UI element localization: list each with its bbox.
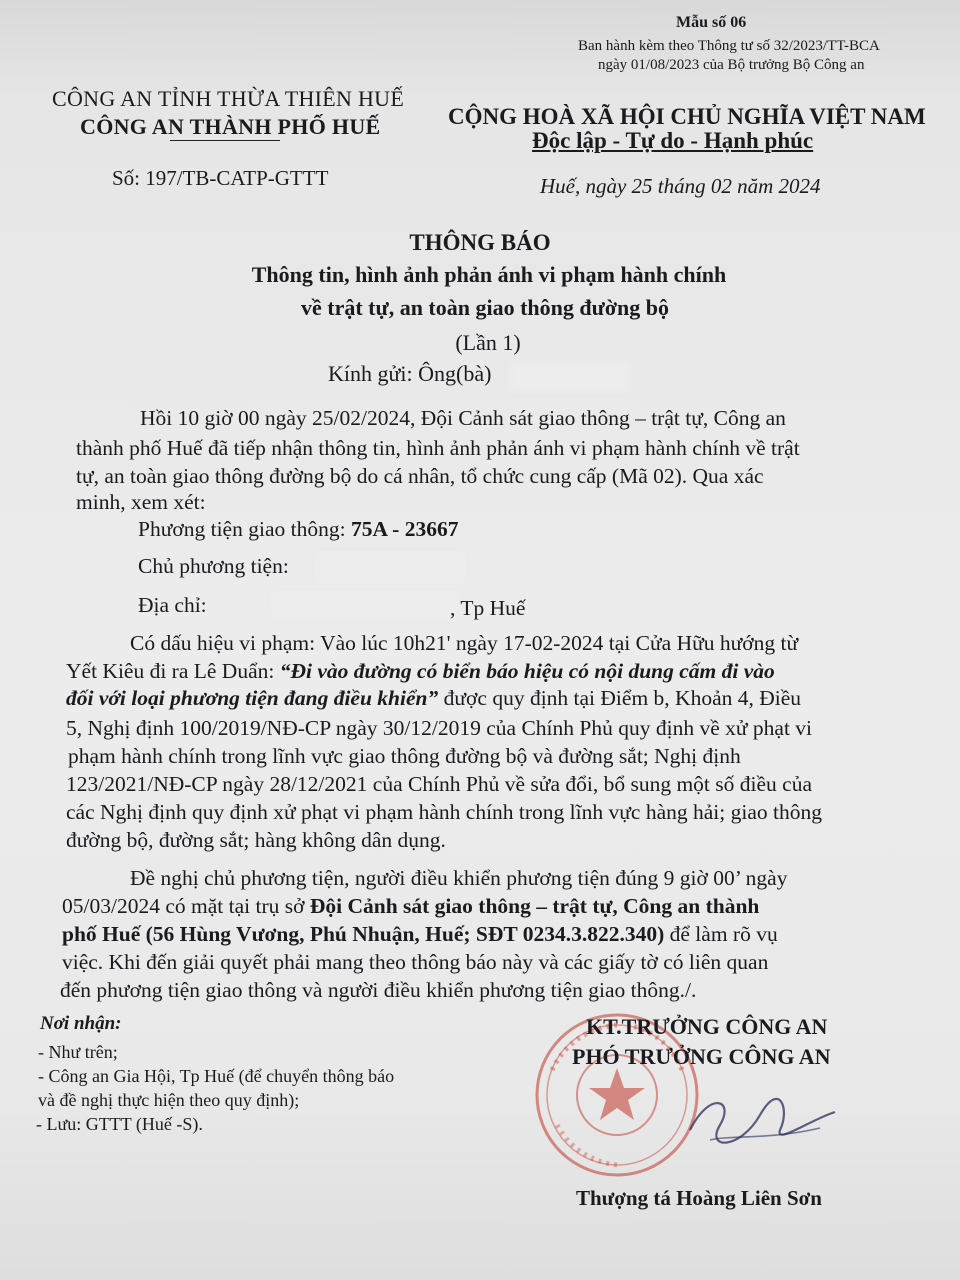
paragraph-3-line-4: việc. Khi đến giải quyết phải mang theo thông báo này và các giấy tờ có liên quan: [62, 950, 769, 974]
paragraph-2-line-2: [66, 659, 775, 684]
paragraph-1-line-2: thành phố Huế đã tiếp nhận thông tin, hình ảnh phản ánh vi phạm hành chính về trật: [76, 436, 800, 460]
redacted-owner: [315, 552, 465, 582]
organization-underline: [170, 140, 280, 141]
office-name: Đội Cảnh sát giao thông – trật tự, Công an thành: [309, 894, 760, 918]
office-address: phố Huế (56 Hùng Vương, Phú Nhuận, Huế; SĐT 0234.3.822.340): [62, 922, 665, 946]
signature-title-line-1: KT.TRƯỞNG CÔNG AN: [586, 1014, 828, 1039]
document-number: Số: 197/TB-CATP-GTTT: [112, 166, 329, 190]
document-subtitle-line-2: về trật tự, an toàn giao thông đường bộ: [300, 295, 669, 320]
vehicle-row: [138, 517, 458, 542]
appointment-text: 05/03/2024 có mặt tại trụ sở: [62, 894, 310, 918]
paragraph-3-line-2: [62, 894, 759, 919]
signer-name: Thượng tá Hoàng Liên Sơn: [576, 1186, 822, 1210]
parent-organization: CÔNG AN TỈNH THỪA THIÊN HUẾ: [52, 86, 405, 111]
form-number: Mẫu số 06: [676, 14, 747, 31]
recipient-line-1: - Như trên;: [38, 1042, 118, 1062]
signature-title-line-2: PHÓ TRƯỞNG CÔNG AN: [572, 1044, 831, 1069]
redacted-address: [270, 592, 460, 620]
document-date: Huế, ngày 25 tháng 02 năm 2024: [540, 174, 821, 198]
redacted-name: [510, 362, 630, 392]
recipient-line-4: - Lưu: GTTT (Huế -S).: [36, 1114, 203, 1134]
form-reference-line-1: Ban hành kèm theo Thông tư số 32/2023/TT-BCA: [578, 38, 880, 54]
addressee-label: Kính gửi: Ông(bà): [328, 361, 492, 386]
issuing-organization: CÔNG AN THÀNH PHỐ HUẾ: [80, 114, 381, 139]
recipient-line-3: và đề nghị thực hiện theo quy định);: [38, 1090, 300, 1110]
paragraph-2-line-1: Có dấu hiệu vi phạm: Vào lúc 10h21' ngày 17-02-2024 tại Cửa Hữu hướng từ: [130, 631, 799, 655]
paragraph-1-line-1: Hồi 10 giờ 00 ngày 25/02/2024, Đội Cảnh sát giao thông – trật tự, Công an: [140, 406, 786, 430]
paragraph-2-line-5: phạm hành chính trong lĩnh vực giao thông đường bộ và đường sắt; Nghị định: [68, 744, 741, 768]
paragraph-3-line-3: [62, 922, 778, 947]
owner-label: Chủ phương tiện:: [138, 554, 289, 578]
purpose-text: để làm rõ vụ: [664, 922, 778, 946]
document-subtitle-line-1: Thông tin, hình ảnh phản ánh vi phạm hành chính: [251, 262, 727, 287]
paragraph-3-line-5: đến phương tiện giao thông và người điều khiển phương tiện giao thông./.: [60, 978, 697, 1002]
paragraph-2-line-7: các Nghị định quy định xử phạt vi phạm hành chính trong lĩnh vực hàng hải; giao thông: [66, 800, 822, 824]
license-plate: 75A - 23667: [350, 517, 459, 541]
paragraph-1-line-3: tự, an toàn giao thông đường bộ do cá nhân, tổ chức cung cấp (Mã 02). Qua xác: [76, 464, 764, 488]
address-city: , Tp Huế: [450, 596, 526, 620]
paragraph-2-line-4: 5, Nghị định 100/2019/NĐ-CP ngày 30/12/2019 của Chính Phủ quy định về xử phạt vi: [66, 716, 813, 740]
national-title: CỘNG HOÀ XÃ HỘI CHỦ NGHĨA VIỆT NAM: [448, 104, 926, 129]
document-title: THÔNG BÁO: [409, 230, 551, 255]
recipients-title: Nơi nhận:: [40, 1013, 122, 1034]
handwritten-signature-icon: [650, 1070, 850, 1180]
form-reference-line-2: ngày 01/08/2023 của Bộ trưởng Bộ Công an: [598, 57, 865, 73]
address-label: Địa chỉ:: [138, 593, 207, 617]
paragraph-2-line-6: 123/2021/NĐ-CP ngày 28/12/2021 của Chính Phủ về sửa đổi, bổ sung một số điều của: [66, 772, 812, 796]
national-motto: Độc lập - Tự do - Hạnh phúc: [532, 128, 814, 153]
recipient-line-2: - Công an Gia Hội, Tp Huế (để chuyển thông báo: [38, 1066, 395, 1086]
paragraph-2-line-3: [66, 686, 801, 711]
paragraph-2-line-8: đường bộ, đường sắt; hàng không dân dụng.: [66, 828, 446, 852]
addressee: [328, 361, 491, 387]
notice-count: (Lần 1): [455, 330, 521, 355]
regulation-reference: được quy định tại Điểm b, Khoản 4, Điều: [438, 686, 802, 710]
violation-quote-part-2: đối với loại phương tiện đang điều khiển”: [66, 686, 439, 710]
violation-quote-part-1: “Đi vào đường có biển báo hiệu có nội dung cấm đi vào: [279, 659, 775, 683]
location-text: Yết Kiêu đi ra Lê Duẩn:: [66, 659, 280, 683]
paragraph-3-line-1: Đề nghị chủ phương tiện, người điều khiển phương tiện đúng 9 giờ 00’ ngày: [130, 866, 788, 890]
vehicle-label: Phương tiện giao thông:: [138, 517, 351, 541]
paragraph-1-line-4: minh, xem xét:: [76, 490, 206, 514]
